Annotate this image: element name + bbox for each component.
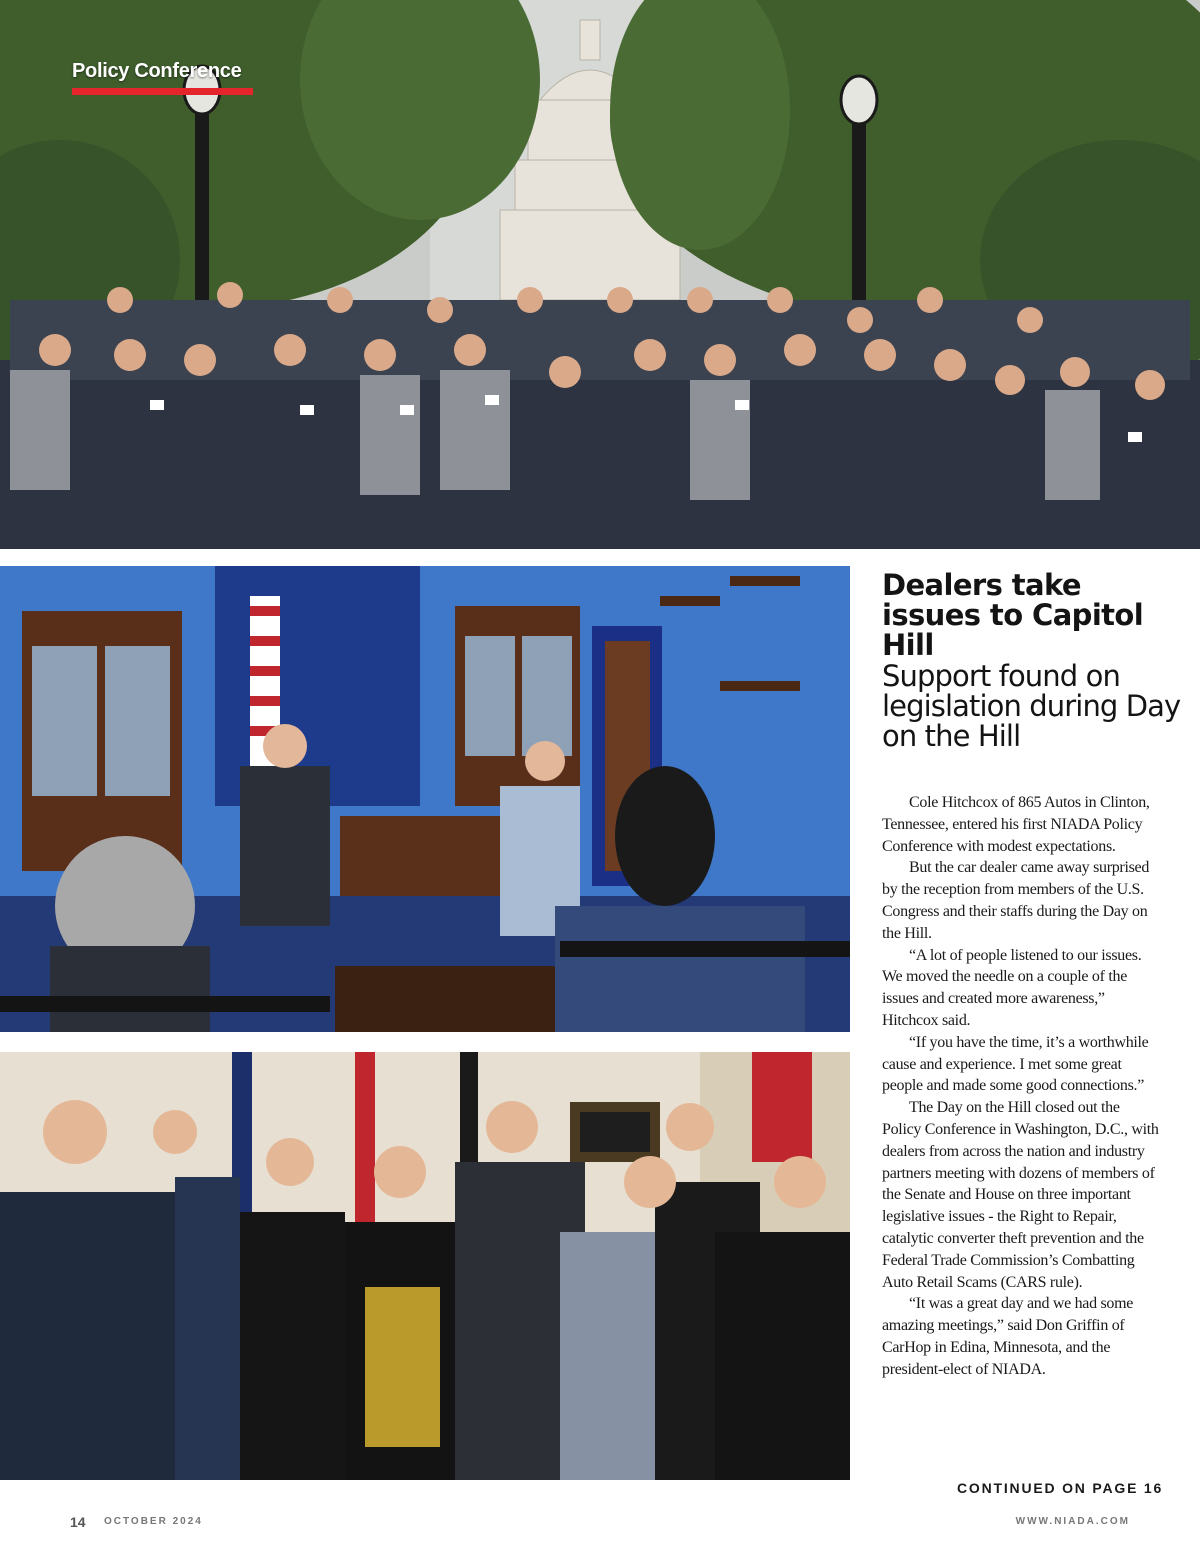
office-meeting-photo-graphic <box>0 566 850 1032</box>
body-paragraph: “If you have the time, it’s a worthwhile cause and experience. I met some great people and made some good connections.” <box>882 1033 1149 1095</box>
photo-office-meeting <box>0 566 850 1032</box>
senate-group-photo-graphic <box>0 1052 850 1480</box>
body-paragraph: “A lot of people listened to our issues. We moved the needle on a couple of the issues and created more awareness,” Hitchcox said. <box>882 946 1142 1029</box>
article-body <box>882 792 1162 1381</box>
section-accent-bar <box>72 88 253 95</box>
body-paragraph: But the car dealer came away surprised by the reception from members of the U.S. Congress and their staffs during the Day on the Hill. <box>882 859 1150 942</box>
crowd <box>0 282 1200 549</box>
page-number: 14 <box>70 1514 86 1530</box>
continued-link[interactable]: CONTINUED ON PAGE 16 <box>957 1480 1164 1496</box>
body-paragraph: The Day on the Hill closed out the Policy Conference in Washington, D.C., with dealers from across the nation and industry partners meeting with dozens of members of the Senate and House on three important legislative issues - the Right to Repair, catalytic converter theft prevention and the Federal Trade Commission’s Combatting Auto Retail Scams (CARS rule). <box>882 1099 1159 1291</box>
website-url[interactable]: WWW.NIADA.COM <box>1015 1516 1130 1527</box>
article-deck: Support found on legislation during Day on the Hill <box>882 659 1181 753</box>
body-paragraph: “It was a great day and we had some amazing meetings,” said Don Griffin of CarHop in Edina, Minnesota, and the president-elect of NIADA. <box>882 1295 1134 1378</box>
section-label: Policy Conference <box>72 60 242 82</box>
issue-date: OCTOBER 2024 <box>104 1516 203 1527</box>
photo-senate-office-group <box>0 1052 850 1480</box>
article-headline: Dealers take issues to Capitol Hill <box>882 568 1144 662</box>
body-paragraph: Cole Hitchcox of 865 Autos in Clinton, Tennessee, entered his first NIADA Policy Conference with modest expectations. <box>882 794 1150 855</box>
